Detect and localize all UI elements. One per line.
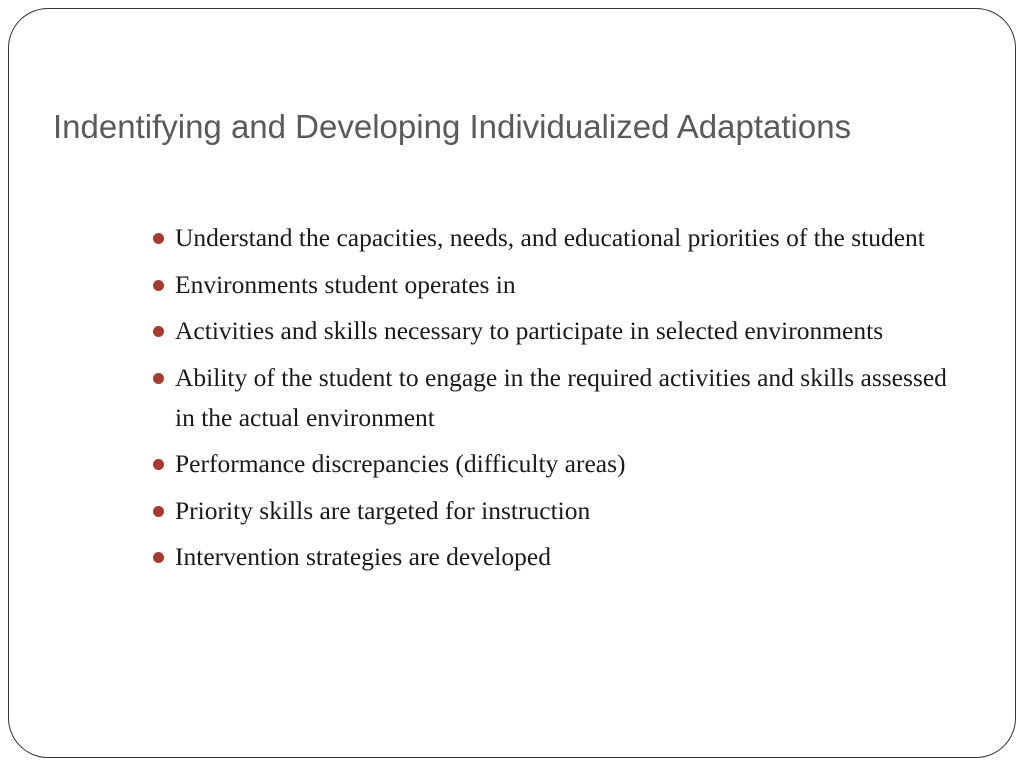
- bullet-text: Intervention strategies are developed: [175, 542, 551, 571]
- list-item: [150, 537, 950, 577]
- list-item: [150, 444, 950, 484]
- bullet-dot-icon: [153, 506, 164, 517]
- list-item: [150, 491, 950, 531]
- list-item: [150, 218, 950, 258]
- bullet-text: Activities and skills necessary to participate in selected environments: [175, 316, 884, 345]
- bullet-list: [150, 218, 950, 584]
- bullet-text: Performance discrepancies (difficulty areas): [175, 449, 626, 478]
- slide-title: Indentifying and Developing Individualized Adaptations: [53, 108, 852, 145]
- bullet-text: Priority skills are targeted for instruction: [175, 495, 591, 525]
- bullet-dot-icon: [153, 233, 164, 244]
- bullet-dot-icon: [153, 326, 164, 337]
- bullet-text: Understand the capacities, needs, and educational priorities of the student: [175, 223, 925, 252]
- bullet-dot-icon: [153, 552, 164, 563]
- bullet-dot-icon: [153, 373, 164, 384]
- list-item: [150, 265, 950, 305]
- list-item: [150, 358, 950, 438]
- bullet-text: Ability of the student to engage in the required activities and skills assessed in the actual environment: [175, 362, 947, 432]
- bullet-dot-icon: [153, 459, 164, 470]
- list-item: [150, 311, 950, 351]
- bullet-dot-icon: [153, 280, 164, 291]
- bullet-text: Environments student operates in: [175, 269, 516, 299]
